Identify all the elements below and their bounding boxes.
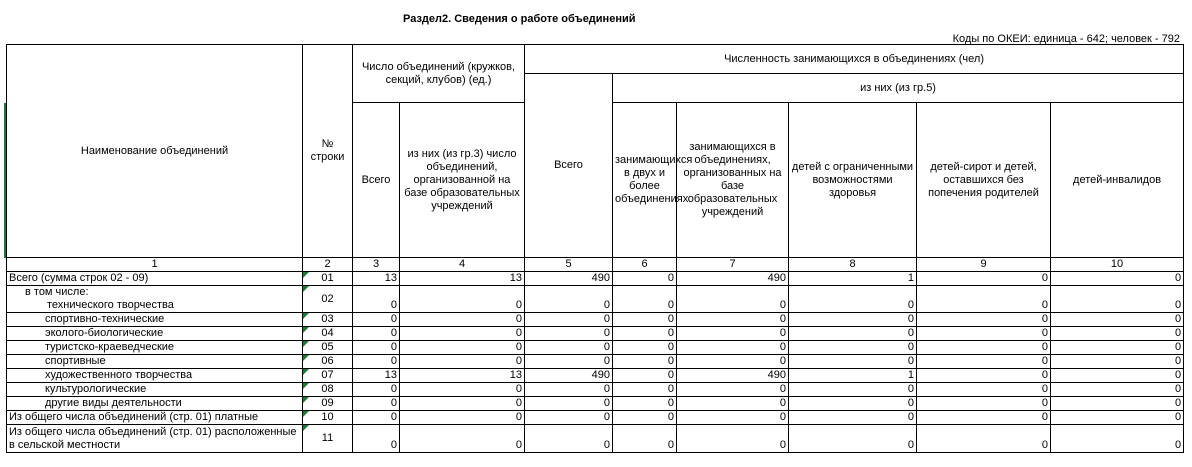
value-cell[interactable]: 0 (1051, 341, 1184, 355)
value-cell[interactable]: 0 (917, 355, 1051, 369)
col-num: 2 (303, 258, 353, 272)
col-num: 6 (613, 258, 677, 272)
value-cell[interactable]: 0 (525, 286, 613, 313)
row-number-text: 08 (321, 383, 334, 395)
row-number[interactable] (303, 341, 353, 355)
row-number-text: 11 (321, 432, 334, 444)
header-edu-based: занимающихся в объединениях, организованных на базе образовательных учреждений (677, 103, 789, 258)
table-row (7, 272, 1184, 286)
cell-comment-marker-icon (303, 425, 309, 431)
value-cell[interactable]: 0 (353, 411, 400, 425)
value-cell[interactable]: 0 (1051, 383, 1184, 397)
value-cell[interactable]: 490 (525, 369, 613, 383)
cell-comment-marker-icon (303, 313, 309, 319)
value-cell[interactable]: 0 (789, 411, 917, 425)
row-name[interactable]: художественного творчества (7, 369, 303, 383)
value-cell[interactable]: 0 (525, 411, 613, 425)
row-number[interactable] (303, 411, 353, 425)
value-cell[interactable]: 0 (789, 313, 917, 327)
value-cell[interactable]: 0 (613, 286, 677, 313)
value-cell[interactable]: 1 (789, 272, 917, 286)
value-cell[interactable]: 0 (353, 327, 400, 341)
cell-comment-marker-icon (303, 341, 309, 347)
table-row (7, 355, 1184, 369)
row-number[interactable] (303, 286, 353, 313)
table-row (7, 425, 1184, 453)
value-cell[interactable]: 0 (677, 355, 789, 369)
value-cell[interactable]: 0 (1051, 286, 1184, 313)
row-number-text: 05 (321, 341, 334, 353)
row-name[interactable]: Всего (сумма строк 02 - 09) (7, 272, 303, 286)
header-name: Наименование объединений (7, 45, 303, 258)
value-cell[interactable]: 0 (613, 411, 677, 425)
value-cell[interactable]: 0 (917, 425, 1051, 453)
cell-comment-marker-icon (303, 272, 309, 278)
value-cell[interactable]: 0 (400, 341, 525, 355)
table-row (7, 286, 1184, 313)
row-number[interactable] (303, 327, 353, 341)
value-cell[interactable]: 0 (789, 425, 917, 453)
header-of-which-col5: из них (из гр.5) (613, 74, 1184, 103)
value-cell[interactable]: 0 (677, 313, 789, 327)
value-cell[interactable]: 0 (677, 425, 789, 453)
row-number-text: 09 (321, 397, 334, 409)
value-cell[interactable]: 0 (677, 286, 789, 313)
row-name-prefix: в том числе: (25, 286, 89, 298)
row-number-text: 10 (321, 411, 334, 423)
value-cell[interactable]: 0 (1051, 355, 1184, 369)
cell-comment-marker-icon (303, 355, 309, 361)
col-num: 3 (353, 258, 400, 272)
value-cell[interactable]: 0 (525, 313, 613, 327)
report-table (6, 44, 1184, 453)
row-name[interactable]: эколого-биологические (7, 327, 303, 341)
value-cell[interactable]: 0 (613, 341, 677, 355)
value-cell[interactable]: 0 (353, 286, 400, 313)
cell-comment-marker-icon (303, 369, 309, 375)
header-total-col3: Всего (353, 103, 400, 258)
row-name[interactable]: спортивные (7, 355, 303, 369)
row-name[interactable]: другие виды деятельности (7, 397, 303, 411)
value-cell[interactable]: 0 (917, 313, 1051, 327)
value-cell[interactable]: 0 (400, 397, 525, 411)
value-cell[interactable]: 0 (613, 425, 677, 453)
row-name[interactable]: Из общего числа объединений (стр. 01) платные (7, 411, 303, 425)
value-cell[interactable]: 0 (917, 383, 1051, 397)
value-cell[interactable]: 13 (353, 272, 400, 286)
value-cell[interactable]: 0 (613, 383, 677, 397)
value-cell[interactable]: 0 (1051, 411, 1184, 425)
cell-comment-marker-icon (303, 286, 309, 292)
value-cell[interactable]: 0 (613, 369, 677, 383)
okei-codes: Коды по ОКЕИ: единица - 642; человек - 792 (952, 33, 1180, 45)
value-cell[interactable]: 0 (353, 313, 400, 327)
value-cell[interactable]: 0 (917, 369, 1051, 383)
value-cell[interactable]: 0 (353, 341, 400, 355)
row-name[interactable]: туристско-краеведческие (7, 341, 303, 355)
row-number[interactable] (303, 355, 353, 369)
header-of-which-col3: из них (из гр.3) число объединений, организованной на базе образовательных учреждений (400, 103, 525, 258)
value-cell[interactable]: 0 (353, 383, 400, 397)
value-cell[interactable]: 0 (400, 425, 525, 453)
row-name[interactable]: спортивно-технические (7, 313, 303, 327)
col-num: 1 (7, 258, 303, 272)
value-cell[interactable]: 0 (789, 341, 917, 355)
value-cell[interactable]: 0 (1051, 327, 1184, 341)
cell-comment-marker-icon (303, 327, 309, 333)
col-num: 10 (1051, 258, 1184, 272)
value-cell[interactable]: 0 (789, 355, 917, 369)
value-cell[interactable]: 13 (400, 272, 525, 286)
col-num: 7 (677, 258, 789, 272)
header-participants: Численность занимающихся в объединениях (чел) (525, 45, 1184, 74)
row-number-text: 03 (321, 313, 334, 325)
col-num: 4 (400, 258, 525, 272)
row-number[interactable] (303, 272, 353, 286)
value-cell[interactable]: 0 (400, 355, 525, 369)
value-cell[interactable]: 490 (677, 369, 789, 383)
value-cell[interactable]: 0 (917, 272, 1051, 286)
row-number[interactable] (303, 383, 353, 397)
row-number-text: 01 (321, 272, 334, 284)
value-cell[interactable]: 0 (789, 397, 917, 411)
row-number-text: 02 (321, 292, 334, 305)
value-cell[interactable]: 0 (525, 397, 613, 411)
row-name[interactable] (7, 286, 303, 313)
value-cell[interactable]: 0 (525, 341, 613, 355)
row-number[interactable] (303, 397, 353, 411)
table-row (7, 327, 1184, 341)
cell-comment-marker-icon (303, 397, 309, 403)
value-cell[interactable]: 0 (917, 286, 1051, 313)
table-row (7, 383, 1184, 397)
row-number[interactable] (303, 313, 353, 327)
value-cell[interactable]: 0 (613, 397, 677, 411)
value-cell[interactable]: 0 (917, 411, 1051, 425)
header-total-col5: Всего (525, 74, 613, 258)
value-cell[interactable]: 0 (789, 327, 917, 341)
value-cell[interactable]: 0 (353, 397, 400, 411)
value-cell[interactable]: 0 (789, 286, 917, 313)
value-cell[interactable]: 0 (917, 341, 1051, 355)
value-cell[interactable]: 1 (789, 369, 917, 383)
value-cell[interactable]: 0 (400, 327, 525, 341)
row-name-label: технического творчества (47, 299, 174, 311)
header-disabled-health: детей с ограниченными возможностями здоровья (789, 103, 917, 258)
table-row (7, 313, 1184, 327)
value-cell[interactable]: 13 (400, 369, 525, 383)
row-number[interactable] (303, 425, 353, 453)
value-cell[interactable]: 0 (677, 397, 789, 411)
table-row (7, 411, 1184, 425)
row-name[interactable]: культурологические (7, 383, 303, 397)
value-cell[interactable]: 0 (677, 411, 789, 425)
header-two-or-more: занимающихся в двух и более объединениях (613, 103, 677, 258)
value-cell[interactable]: 0 (400, 383, 525, 397)
value-cell[interactable]: 0 (1051, 369, 1184, 383)
value-cell[interactable]: 0 (1051, 425, 1184, 453)
value-cell[interactable]: 0 (400, 286, 525, 313)
row-number[interactable] (303, 369, 353, 383)
value-cell[interactable]: 0 (525, 383, 613, 397)
header-groups-count: Число объединений (кружков, секций, клубов) (ед.) (353, 45, 525, 103)
row-number-text: 07 (321, 369, 334, 381)
cell-comment-marker-icon (303, 411, 309, 417)
value-cell[interactable]: 0 (1051, 272, 1184, 286)
value-cell[interactable]: 0 (353, 355, 400, 369)
header-row-no: № строки (303, 45, 353, 258)
value-cell[interactable]: 0 (677, 341, 789, 355)
header-disabled-children: детей-инвалидов (1051, 103, 1184, 258)
table-row (7, 397, 1184, 411)
value-cell[interactable]: 0 (613, 272, 677, 286)
value-cell[interactable]: 0 (677, 327, 789, 341)
header-orphans: детей-сирот и детей, оставшихся без попечения родителей (917, 103, 1051, 258)
cell-comment-marker-icon (303, 383, 309, 389)
value-cell[interactable]: 490 (677, 272, 789, 286)
value-cell[interactable]: 0 (525, 327, 613, 341)
value-cell[interactable]: 0 (917, 327, 1051, 341)
value-cell[interactable]: 0 (400, 313, 525, 327)
col-num: 9 (917, 258, 1051, 272)
value-cell[interactable]: 0 (613, 313, 677, 327)
value-cell[interactable]: 0 (613, 327, 677, 341)
value-cell[interactable]: 0 (1051, 313, 1184, 327)
col-num: 5 (525, 258, 613, 272)
row-number-text: 06 (321, 355, 334, 367)
column-numbers-row (7, 258, 1184, 272)
table-row (7, 341, 1184, 355)
value-cell[interactable]: 0 (400, 411, 525, 425)
value-cell[interactable]: 0 (613, 355, 677, 369)
row-number-text: 04 (321, 327, 334, 339)
value-cell[interactable]: 490 (525, 272, 613, 286)
value-cell[interactable]: 0 (525, 355, 613, 369)
table-row (7, 369, 1184, 383)
col-num: 8 (789, 258, 917, 272)
value-cell[interactable]: 0 (917, 397, 1051, 411)
value-cell[interactable]: 0 (1051, 397, 1184, 411)
value-cell[interactable]: 0 (677, 383, 789, 397)
value-cell[interactable]: 0 (353, 425, 400, 453)
section-title: Раздел2. Сведения о работе объединений (403, 13, 636, 25)
value-cell[interactable]: 0 (789, 383, 917, 397)
value-cell[interactable]: 0 (525, 425, 613, 453)
row-name[interactable]: Из общего числа объединений (стр. 01) расположенные в сельской местности (7, 425, 303, 453)
value-cell[interactable]: 13 (353, 369, 400, 383)
